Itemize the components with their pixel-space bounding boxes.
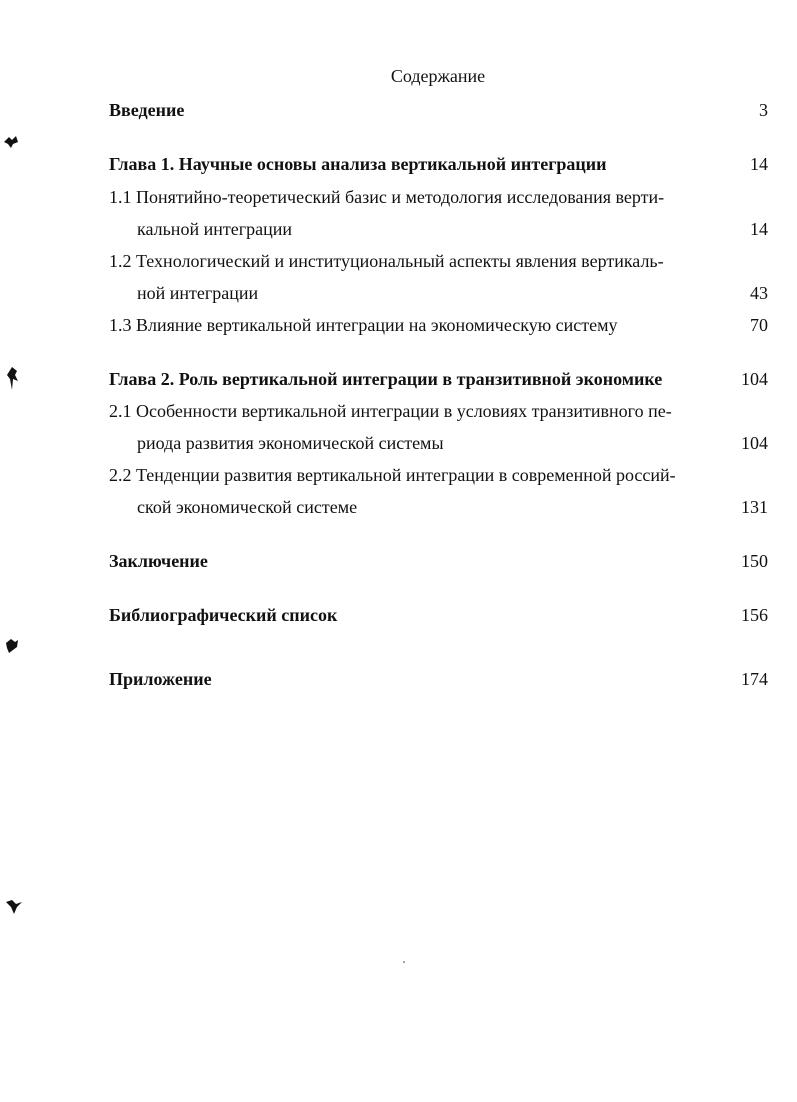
toc-page-appendix: 174 bbox=[741, 669, 768, 689]
toc-page-conclusion: 150 bbox=[741, 551, 768, 571]
toc-entry-section-2-1-cont: риода развития экономической системы bbox=[137, 433, 444, 453]
toc-entry-chapter-1: Глава 1. Научные основы анализа вертикальной интеграции bbox=[109, 154, 607, 174]
scan-speck bbox=[4, 365, 22, 393]
scan-speck bbox=[3, 637, 21, 655]
toc-entry-section-1-1-cont: кальной интеграции bbox=[137, 219, 292, 239]
toc-page-section-1-1: 14 bbox=[750, 219, 768, 239]
scan-dot bbox=[402, 960, 406, 964]
toc-entry-section-2-2-cont: ской экономической системе bbox=[137, 497, 358, 517]
toc-entry-conclusion: Заключение bbox=[109, 551, 208, 571]
toc-entry-section-2-1: 2.1 Особенности вертикальной интеграции в условиях транзитивного пе- bbox=[109, 401, 672, 421]
toc-page-bibliography: 156 bbox=[741, 605, 768, 625]
toc-entry-chapter-2: Глава 2. Роль вертикальной интеграции в транзитивной экономике bbox=[109, 369, 663, 389]
toc-entry-appendix: Приложение bbox=[109, 669, 212, 689]
toc-page-intro: 3 bbox=[759, 100, 768, 120]
toc-entry-section-1-2-cont: ной интеграции bbox=[137, 283, 259, 303]
toc-entry-bibliography: Библиографический список bbox=[109, 605, 338, 625]
toc-page-section-2-1: 104 bbox=[741, 433, 768, 453]
toc-page-chapter-1: 14 bbox=[750, 154, 768, 174]
toc-entry-section-2-2: 2.2 Тенденции развития вертикальной интеграции в современной россий- bbox=[109, 465, 676, 485]
page-title: Содержание bbox=[390, 66, 486, 86]
toc-entry-section-1-1: 1.1 Понятийно-теоретический базис и методология исследования верти- bbox=[109, 187, 665, 207]
toc-page-section-1-2: 43 bbox=[750, 283, 768, 303]
toc-entry-section-1-2: 1.2 Технологический и институциональный аспекты явления вертикаль- bbox=[109, 251, 664, 271]
toc-page-chapter-2: 104 bbox=[741, 369, 768, 389]
toc-entry-section-1-3: 1.3 Влияние вертикальной интеграции на экономическую систему bbox=[109, 315, 618, 335]
toc-entry-intro: Введение bbox=[109, 100, 185, 120]
scan-speck bbox=[2, 134, 20, 150]
toc-page-section-2-2: 131 bbox=[741, 497, 768, 517]
toc-page-section-1-3: 70 bbox=[750, 315, 768, 335]
scan-speck bbox=[3, 897, 25, 917]
